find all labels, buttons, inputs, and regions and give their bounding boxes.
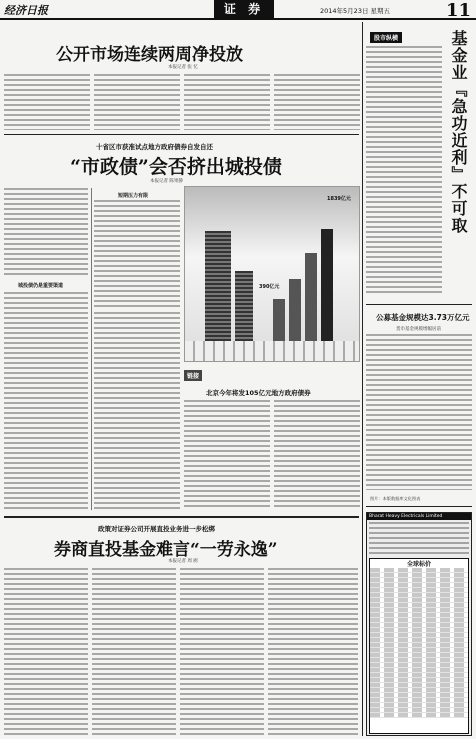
chart-label-2: 390亿元 xyxy=(259,284,280,290)
article1-column-4 xyxy=(274,74,360,130)
bar-shape xyxy=(289,279,301,349)
divider xyxy=(366,304,472,305)
divider xyxy=(91,188,92,510)
sidebar-column-1 xyxy=(366,46,442,296)
table-body xyxy=(370,568,468,718)
article3-column-2 xyxy=(92,568,176,736)
article2-kicker: 十省区市获准试点地方政府债券自发自还 xyxy=(96,143,213,151)
article3-column-4 xyxy=(268,568,358,736)
chart-label-1: 1839亿元 xyxy=(327,196,351,202)
chart-illustration xyxy=(184,186,360,362)
fence-graphic xyxy=(185,341,360,361)
article2-subhead-2: 短期压力有限 xyxy=(118,193,149,199)
article3-headline: 券商直投基金难言“一劳永逸” xyxy=(54,540,278,560)
divider xyxy=(362,22,363,736)
tender-table xyxy=(369,558,469,734)
link-title: 北京今年将发105亿元地方政府债券 xyxy=(206,389,311,397)
fund-subtitle: 货币基金规模增幅居前 xyxy=(396,327,441,332)
article2-column-2a xyxy=(94,200,180,308)
divider xyxy=(366,506,472,507)
article3-column-1 xyxy=(4,568,88,736)
article1-column-3 xyxy=(184,74,270,130)
article1-column-1 xyxy=(4,74,90,130)
article1-byline: 本报记者 张 忆 xyxy=(168,65,198,70)
article2-column-1a xyxy=(4,188,88,278)
link-label: 链接 xyxy=(184,370,202,381)
article3-byline: 本报记者 周 鸥 xyxy=(168,559,198,564)
article1-column-2 xyxy=(94,74,180,130)
dateline: 2014年5月23日 星期五 xyxy=(320,7,391,15)
bar-shape xyxy=(305,253,317,349)
article3-kicker: 政策对证券公司开展直投业务进一步松绑 xyxy=(98,525,215,533)
article2-column-2b xyxy=(94,312,180,510)
divider xyxy=(4,516,359,518)
masthead: 经济日报 xyxy=(4,4,48,17)
editor-line: 图片：本版数据库文化图表 xyxy=(370,496,421,501)
table-title: 全球标价 xyxy=(406,561,431,568)
ad-text xyxy=(369,522,469,556)
article2-headline: “市政债”会否挤出城投债 xyxy=(70,156,282,178)
article2-column-3 xyxy=(184,400,270,510)
section-label: 证 券 xyxy=(214,0,274,18)
divider xyxy=(4,134,359,135)
article2-subhead-1: 城投债仍是重要渠道 xyxy=(18,283,64,289)
column-logo: 股市纵横 xyxy=(370,32,402,43)
advertisement xyxy=(366,512,472,736)
article2-column-4 xyxy=(274,400,360,510)
table-row xyxy=(370,713,468,718)
sidebar-vertical-title: 基金业『急功近利』不可取 xyxy=(449,30,468,234)
article1-headline: 公开市场连续两周净投放 xyxy=(56,45,243,65)
page-number: 11 xyxy=(446,0,472,21)
article2-column-1b xyxy=(4,292,88,510)
sidebar-column-2 xyxy=(366,334,472,490)
fund-title: 公募基金规模达3.73万亿元 xyxy=(376,313,470,322)
article3-column-3 xyxy=(180,568,264,736)
ad-brand: Bharat Heavy Electricals Limited xyxy=(367,513,471,520)
bar-shape xyxy=(321,229,333,349)
article2-byline: 本报记者 陈果静 xyxy=(150,179,183,184)
